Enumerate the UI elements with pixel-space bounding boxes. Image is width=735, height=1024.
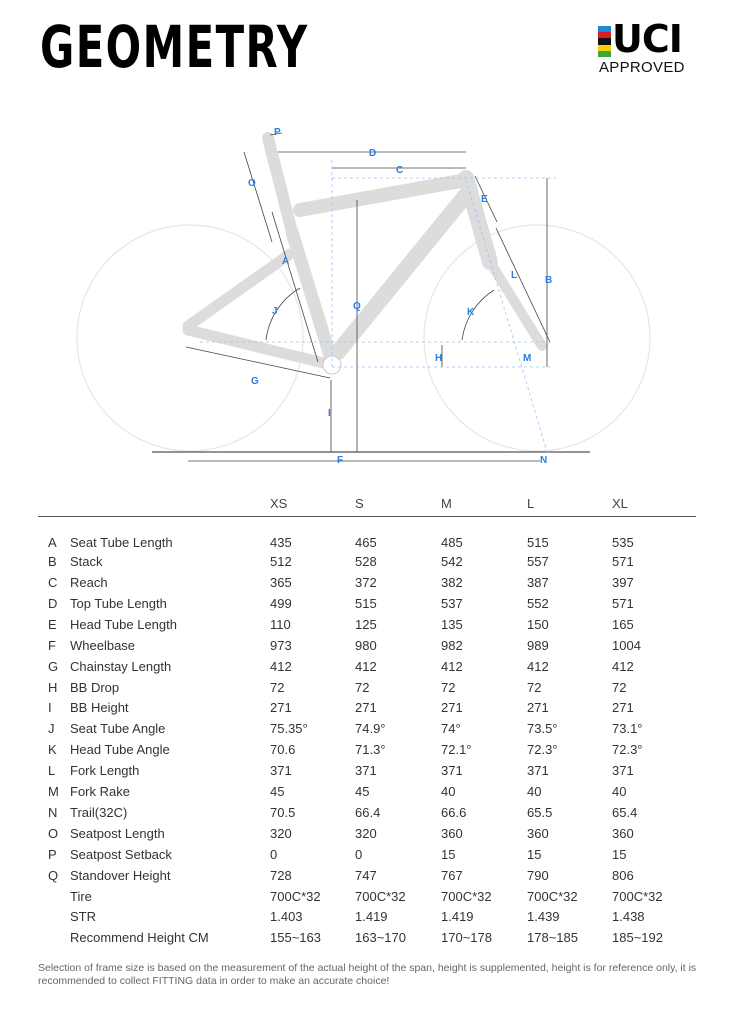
cell-xl: 40 — [612, 784, 627, 799]
row-name: Recommend Height CM — [70, 930, 209, 945]
cell-xs: 271 — [270, 700, 292, 715]
size-xl: XL — [612, 496, 628, 511]
cell-m: 74° — [441, 721, 461, 736]
cell-s: 515 — [355, 596, 377, 611]
label-g: G — [251, 376, 259, 387]
uci-logo-text: UCI — [612, 17, 682, 61]
cell-l: 72.3° — [527, 742, 558, 757]
row-name: Fork Length — [70, 763, 140, 778]
row-name: Head Tube Length — [70, 617, 177, 632]
table-row — [0, 889, 735, 909]
cell-s: 163~170 — [355, 930, 406, 945]
cell-xs: 70.5 — [270, 805, 296, 820]
table-row — [0, 700, 735, 720]
table-row — [0, 868, 735, 888]
cell-xs: 1.403 — [270, 909, 303, 924]
wheels — [77, 225, 650, 451]
table-row — [0, 742, 735, 762]
cell-m: 542 — [441, 554, 463, 569]
cell-m: 1.419 — [441, 909, 474, 924]
cell-l: 72 — [527, 680, 542, 695]
row-name: Seatpost Length — [70, 826, 165, 841]
row-name: Reach — [70, 575, 108, 590]
label-h: H — [435, 353, 443, 364]
label-i: I — [328, 408, 331, 419]
cell-s: 747 — [355, 868, 377, 883]
label-a: A — [282, 256, 290, 267]
cell-l: 790 — [527, 868, 549, 883]
cell-s: 66.4 — [355, 805, 381, 820]
cell-xl: 397 — [612, 575, 634, 590]
cell-xl: 15 — [612, 847, 627, 862]
uci-stripes-icon — [598, 26, 611, 57]
cell-xl: 571 — [612, 596, 634, 611]
cell-l: 989 — [527, 638, 549, 653]
table-row — [0, 826, 735, 846]
cell-xs: 512 — [270, 554, 292, 569]
cell-l: 557 — [527, 554, 549, 569]
row-letter: A — [48, 535, 57, 550]
cell-xl: 1004 — [612, 638, 641, 653]
table-row — [0, 596, 735, 616]
table-row — [0, 721, 735, 741]
cell-l: 552 — [527, 596, 549, 611]
cell-s: 465 — [355, 535, 377, 550]
cell-s: 72 — [355, 680, 370, 695]
cell-xl: 806 — [612, 868, 634, 883]
cell-xl: 73.1° — [612, 721, 643, 736]
row-name: Head Tube Angle — [70, 742, 170, 757]
cell-xs: 499 — [270, 596, 292, 611]
rear-wheel — [77, 225, 303, 451]
cell-m: 700C*32 — [441, 889, 492, 904]
cell-xs: 75.35° — [270, 721, 308, 736]
size-xs: XS — [270, 496, 288, 511]
row-name: Trail(32C) — [70, 805, 128, 820]
row-name: Chainstay Length — [70, 659, 172, 674]
cell-xl: 72.3° — [612, 742, 643, 757]
cell-m: 371 — [441, 763, 463, 778]
cell-m: 135 — [441, 617, 463, 632]
cell-xl: 571 — [612, 554, 634, 569]
row-letter: B — [48, 554, 57, 569]
cell-s: 271 — [355, 700, 377, 715]
cell-xl: 72 — [612, 680, 627, 695]
size-l: L — [527, 496, 535, 511]
table-row — [0, 680, 735, 700]
cell-l: 360 — [527, 826, 549, 841]
table-row — [0, 784, 735, 804]
cell-xs: 72 — [270, 680, 285, 695]
row-name: Standover Height — [70, 868, 171, 883]
row-name: STR — [70, 909, 96, 924]
cell-s: 125 — [355, 617, 377, 632]
row-letter: Q — [48, 868, 59, 883]
cell-xl: 412 — [612, 659, 634, 674]
row-letter: C — [48, 575, 58, 590]
cell-m: 271 — [441, 700, 463, 715]
row-name: Tire — [70, 889, 92, 904]
bike-geometry-diagram — [0, 110, 735, 470]
cell-s: 45 — [355, 784, 370, 799]
table-row — [0, 909, 735, 929]
row-letter: K — [48, 742, 57, 757]
cell-s: 412 — [355, 659, 377, 674]
cell-xl: 360 — [612, 826, 634, 841]
row-letter: D — [48, 596, 58, 611]
cell-xs: 412 — [270, 659, 292, 674]
label-k: K — [467, 307, 475, 318]
top-tube — [300, 180, 466, 210]
row-name: Top Tube Length — [70, 596, 167, 611]
cell-m: 72.1° — [441, 742, 472, 757]
row-letter: O — [48, 826, 59, 841]
label-j: J — [272, 306, 278, 317]
label-e: E — [481, 194, 488, 205]
cell-m: 412 — [441, 659, 463, 674]
row-letter: L — [48, 763, 56, 778]
cell-xl: 271 — [612, 700, 634, 715]
table-row — [0, 575, 735, 595]
cell-l: 65.5 — [527, 805, 553, 820]
cell-xl: 1.438 — [612, 909, 645, 924]
row-letter: F — [48, 638, 56, 653]
cell-xs: 320 — [270, 826, 292, 841]
cell-l: 178~185 — [527, 930, 578, 945]
row-name: Fork Rake — [70, 784, 130, 799]
cell-xl: 371 — [612, 763, 634, 778]
cell-xl: 535 — [612, 535, 634, 550]
label-d: D — [369, 148, 377, 159]
cell-m: 360 — [441, 826, 463, 841]
uci-approved-text: APPROVED — [599, 59, 685, 76]
chain-stay — [188, 330, 332, 365]
label-o: O — [248, 178, 256, 189]
cell-m: 767 — [441, 868, 463, 883]
cell-s: 74.9° — [355, 721, 386, 736]
cell-s: 371 — [355, 763, 377, 778]
cell-l: 1.439 — [527, 909, 560, 924]
label-q: Q — [353, 301, 361, 312]
cell-m: 537 — [441, 596, 463, 611]
cell-s: 980 — [355, 638, 377, 653]
table-row — [0, 535, 735, 555]
cell-s: 0 — [355, 847, 363, 862]
cell-m: 382 — [441, 575, 463, 590]
cell-s: 320 — [355, 826, 377, 841]
row-name: BB Height — [70, 700, 129, 715]
cell-l: 271 — [527, 700, 549, 715]
size-note: Selection of frame size is based on the measurement of the actual height of the span, height is supplemented, height is for reference only, it is recommended to collect FITTING data in order to make an accurate choice! — [38, 962, 697, 987]
row-letter: G — [48, 659, 59, 674]
table-row — [0, 638, 735, 658]
cell-m: 66.6 — [441, 805, 467, 820]
cell-xs: 110 — [270, 617, 291, 632]
row-letter: I — [48, 700, 52, 715]
cell-s: 372 — [355, 575, 377, 590]
down-tube — [338, 190, 470, 352]
row-name: Seat Tube Angle — [70, 721, 166, 736]
cell-xl: 700C*32 — [612, 889, 663, 904]
cell-s: 1.419 — [355, 909, 388, 924]
label-n: N — [540, 455, 548, 466]
cell-l: 387 — [527, 575, 549, 590]
page-title: GEOMETRY — [40, 13, 309, 81]
cell-xs: 45 — [270, 784, 285, 799]
cell-m: 15 — [441, 847, 456, 862]
cell-m: 40 — [441, 784, 456, 799]
cell-xs: 728 — [270, 868, 292, 883]
row-letter: J — [48, 721, 55, 736]
table-row — [0, 805, 735, 825]
cell-l: 412 — [527, 659, 549, 674]
cell-xl: 165 — [612, 617, 634, 632]
cell-l: 15 — [527, 847, 542, 862]
row-name: Seatpost Setback — [70, 847, 172, 862]
table-row — [0, 930, 735, 950]
header-divider — [38, 516, 696, 517]
cell-xs: 0 — [270, 847, 278, 862]
table-row — [0, 763, 735, 783]
cell-m: 170~178 — [441, 930, 492, 945]
cell-l: 515 — [527, 535, 549, 550]
row-letter: P — [48, 847, 57, 862]
row-letter: M — [48, 784, 59, 799]
cell-xs: 371 — [270, 763, 292, 778]
uci-approved-logo — [598, 17, 698, 76]
cell-l: 371 — [527, 763, 549, 778]
size-s: S — [355, 496, 364, 511]
row-letter: N — [48, 805, 58, 820]
cell-s: 528 — [355, 554, 377, 569]
cell-s: 700C*32 — [355, 889, 406, 904]
cell-l: 700C*32 — [527, 889, 578, 904]
row-name: Stack — [70, 554, 103, 569]
row-name: Seat Tube Length — [70, 535, 173, 550]
table-row — [0, 554, 735, 574]
frame — [188, 138, 542, 365]
cell-m: 982 — [441, 638, 463, 653]
cell-m: 485 — [441, 535, 463, 550]
label-l: L — [511, 270, 518, 281]
cell-l: 150 — [527, 617, 549, 632]
table-row — [0, 659, 735, 679]
size-m: M — [441, 496, 452, 511]
cell-s: 71.3° — [355, 742, 386, 757]
label-f: F — [337, 455, 344, 466]
cell-xs: 365 — [270, 575, 292, 590]
label-p: P — [274, 127, 281, 138]
cell-l: 40 — [527, 784, 542, 799]
label-c: C — [396, 165, 404, 176]
table-row — [0, 847, 735, 867]
label-b: B — [545, 275, 553, 286]
cell-xs: 435 — [270, 535, 292, 550]
cell-xs: 973 — [270, 638, 292, 653]
row-letter: E — [48, 617, 57, 632]
cell-xs: 700C*32 — [270, 889, 321, 904]
table-row — [0, 617, 735, 637]
dimension-lines — [152, 133, 590, 461]
cell-m: 72 — [441, 680, 456, 695]
cell-xs: 155~163 — [270, 930, 321, 945]
cell-l: 73.5° — [527, 721, 558, 736]
cell-xl: 185~192 — [612, 930, 663, 945]
label-m: M — [523, 353, 532, 364]
row-name: Wheelbase — [70, 638, 136, 653]
cell-xs: 70.6 — [270, 742, 296, 757]
cell-xl: 65.4 — [612, 805, 638, 820]
row-letter: H — [48, 680, 58, 695]
row-name: BB Drop — [70, 680, 120, 695]
